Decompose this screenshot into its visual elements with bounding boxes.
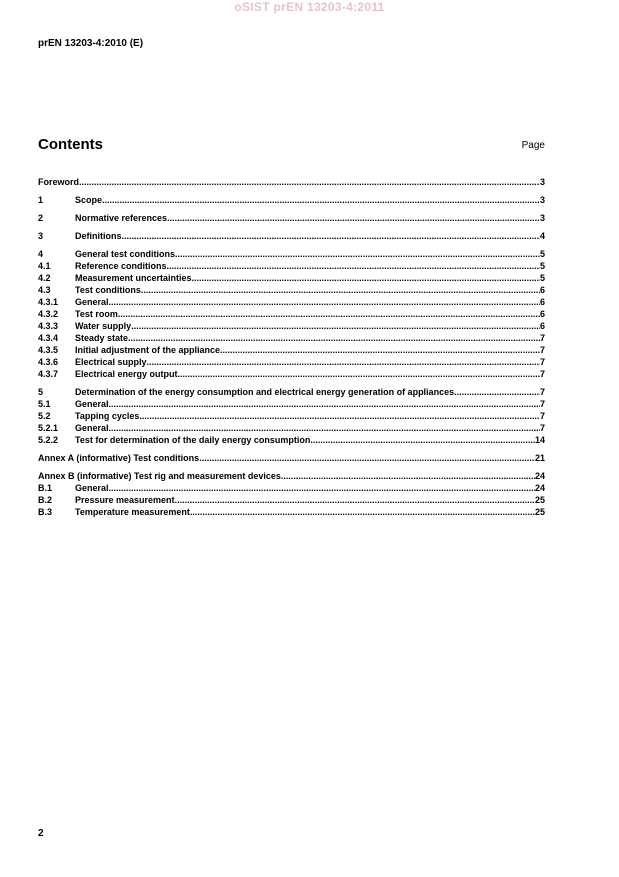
toc-dot-leader (167, 260, 540, 272)
toc-dot-leader (281, 470, 535, 482)
toc-entry-number: 4 (38, 249, 44, 259)
toc-entry[interactable] (38, 212, 545, 224)
toc-entry-number: B.1 (38, 483, 53, 493)
toc-dot-leader (109, 398, 540, 410)
toc-entry-number: 4.3.2 (38, 309, 59, 319)
toc-entry-title: Initial adjustment of the appliance (75, 345, 221, 355)
toc-entry-number: 4.3 (38, 285, 51, 295)
toc-entry-number: 4.3.5 (38, 345, 59, 355)
toc-entry-title: Measurement uncertainties (75, 273, 192, 283)
toc-entry-title: Reference conditions (75, 261, 167, 271)
toc-entry[interactable] (38, 470, 545, 482)
toc-dot-leader (79, 176, 540, 188)
toc-entry-number: 4.1 (38, 261, 51, 271)
watermark: oSIST prEN 13203-4:2011 (234, 0, 385, 14)
toc-entry[interactable] (38, 386, 545, 398)
toc-entry-number: B.3 (38, 507, 53, 517)
toc-entry-number: 4.3.6 (38, 357, 59, 367)
toc-entry-title: Electrical supply (75, 357, 147, 367)
toc-entry-number: 5 (38, 387, 44, 397)
toc-entry[interactable] (38, 452, 545, 464)
toc-entry-number: 5.2 (38, 411, 51, 421)
toc-dot-leader (220, 344, 540, 356)
toc-entry-page: 6 (539, 309, 545, 319)
toc-entry[interactable] (38, 368, 545, 380)
toc-entry-number: 3 (38, 231, 44, 241)
toc-entry-number: 4.2 (38, 273, 51, 283)
toc-dot-leader (147, 356, 540, 368)
toc-entry-page: 7 (539, 333, 545, 343)
toc-entry[interactable] (38, 356, 545, 368)
toc-entry[interactable] (38, 194, 545, 206)
toc-entry-page: 7 (539, 387, 545, 397)
toc-entry[interactable] (38, 296, 545, 308)
toc-entry-title: Test room (75, 309, 118, 319)
toc-entry[interactable] (38, 320, 545, 332)
toc-entry-page: 4 (539, 231, 545, 241)
toc-entry-page: 6 (539, 297, 545, 307)
toc-entry-title: Scope (75, 195, 103, 205)
toc-entry[interactable] (38, 422, 545, 434)
toc-entry-number: 4.3.3 (38, 321, 59, 331)
toc-dot-leader (109, 296, 540, 308)
toc-entry-page: 6 (539, 321, 545, 331)
toc-entry-page: 25 (534, 495, 545, 505)
toc-entry[interactable] (38, 434, 545, 446)
toc-dot-leader (139, 410, 540, 422)
toc-entry-number: 4.3.4 (38, 333, 59, 343)
toc-entry-page: 7 (539, 345, 545, 355)
toc-entry-page: 21 (534, 453, 545, 463)
toc-dot-leader (128, 332, 540, 344)
toc-entry[interactable] (38, 260, 545, 272)
toc-entry-title: Water supply (75, 321, 132, 331)
toc-entry-title: Temperature measurement (75, 507, 190, 517)
toc-entry-page: 3 (539, 177, 545, 187)
toc-entry-page: 14 (534, 435, 545, 445)
toc-dot-leader (167, 212, 540, 224)
toc-entry[interactable] (38, 308, 545, 320)
toc-entry[interactable] (38, 284, 545, 296)
document-id: prEN 13203-4:2010 (E) (38, 38, 144, 49)
toc-entry[interactable] (38, 272, 545, 284)
toc-dot-leader (175, 494, 535, 506)
toc-entry-title: Normative references (75, 213, 168, 223)
toc-entry-title: Foreword (38, 177, 80, 187)
toc-entry[interactable] (38, 506, 545, 518)
toc-entry-title: General (75, 297, 109, 307)
toc-dot-leader (122, 230, 540, 242)
toc-dot-leader (109, 422, 540, 434)
toc-entry[interactable] (38, 248, 545, 260)
toc-entry-page: 5 (539, 249, 545, 259)
page-number: 2 (38, 828, 44, 839)
toc-dot-leader (141, 284, 540, 296)
toc-dot-leader (118, 308, 540, 320)
toc-entry[interactable] (38, 332, 545, 344)
toc-dot-leader (102, 194, 540, 206)
toc-entry-page: 7 (539, 369, 545, 379)
toc-dot-leader (131, 320, 540, 332)
toc-entry-title: Test conditions (75, 285, 141, 295)
toc-entry-number: 5.2.1 (38, 423, 59, 433)
toc-dot-leader (190, 506, 535, 518)
toc-entry[interactable] (38, 398, 545, 410)
toc-entry[interactable] (38, 176, 545, 188)
toc-entry-number: 5.2.2 (38, 435, 59, 445)
toc-entry-number: B.2 (38, 495, 53, 505)
toc-entry-number: 1 (38, 195, 44, 205)
toc-dot-leader (454, 386, 540, 398)
toc-entry-number: 2 (38, 213, 44, 223)
toc-entry-page: 24 (534, 471, 545, 481)
toc-entry-title: Test for determination of the daily energy consumption (75, 435, 311, 445)
toc-entry-title: Annex A (informative) Test conditions (38, 453, 200, 463)
toc-dot-leader (199, 452, 535, 464)
toc-entry-page: 6 (539, 285, 545, 295)
toc-entry-page: 24 (534, 483, 545, 493)
toc-dot-leader (175, 248, 540, 260)
toc-entry-title: General (75, 423, 109, 433)
toc-entry[interactable] (38, 494, 545, 506)
toc-entry-title: Pressure measurement (75, 495, 175, 505)
toc-entry-title: General (75, 483, 109, 493)
toc-entry-title: General test conditions (75, 249, 176, 259)
toc-entry-number: 4.3.7 (38, 369, 59, 379)
toc-entry-page: 5 (539, 273, 545, 283)
toc-entry-title: Determination of the energy consumption and electrical energy generation of appliances (75, 387, 455, 397)
toc-entry[interactable] (38, 410, 545, 422)
table-of-contents (38, 176, 545, 518)
toc-entry-title: Tapping cycles (75, 411, 140, 421)
toc-entry-page: 7 (539, 423, 545, 433)
toc-entry-number: 5.1 (38, 399, 51, 409)
toc-entry-title: General (75, 399, 109, 409)
toc-entry-page: 7 (539, 357, 545, 367)
toc-dot-leader (310, 434, 535, 446)
page-column-label: Page (521, 140, 545, 151)
toc-entry[interactable] (38, 344, 545, 356)
toc-entry-page: 25 (534, 507, 545, 517)
toc-dot-leader (109, 482, 535, 494)
toc-entry-title: Definitions (75, 231, 122, 241)
toc-entry-page: 7 (539, 399, 545, 409)
toc-entry-title: Electrical energy output (75, 369, 178, 379)
toc-entry-number: 4.3.1 (38, 297, 59, 307)
toc-entry-title: Annex B (informative) Test rig and measurement devices (38, 471, 281, 481)
toc-entry-page: 3 (539, 195, 545, 205)
toc-entry[interactable] (38, 482, 545, 494)
toc-entry[interactable] (38, 230, 545, 242)
toc-entry-page: 7 (539, 411, 545, 421)
toc-dot-leader (192, 272, 540, 284)
toc-entry-title: Steady state (75, 333, 129, 343)
toc-entry-page: 3 (539, 213, 545, 223)
toc-dot-leader (178, 368, 540, 380)
toc-entry-page: 5 (539, 261, 545, 271)
contents-title: Contents (38, 136, 103, 153)
